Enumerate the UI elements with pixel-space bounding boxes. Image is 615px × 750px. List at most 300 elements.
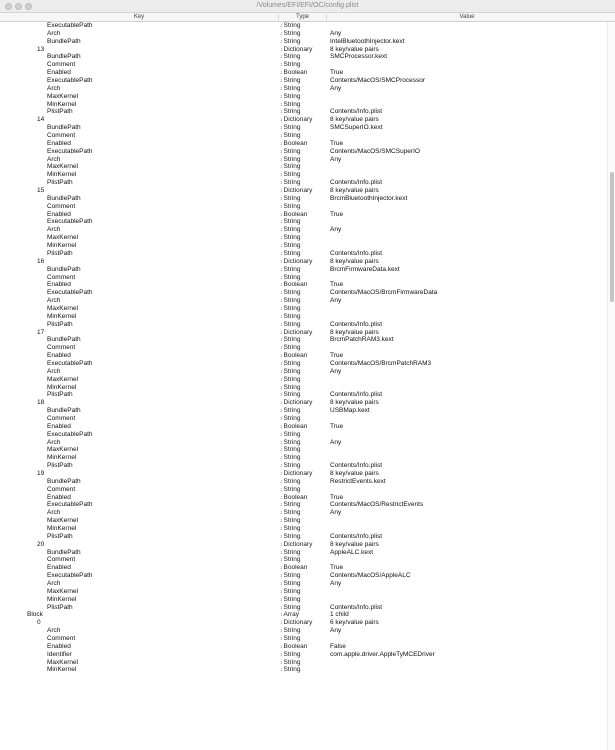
row-type[interactable]: ↕ String xyxy=(280,407,300,416)
row-value[interactable]: Contents/Info.plist xyxy=(330,320,383,328)
row-value[interactable]: BrcmPatchRAM3.kext xyxy=(330,336,394,344)
row-key: MaxKernel xyxy=(47,92,79,100)
row-value[interactable]: IntelBluetoothInjector.kext xyxy=(330,37,405,45)
plist-row[interactable] xyxy=(0,478,607,486)
row-type[interactable]: ↕ String xyxy=(280,289,300,298)
row-type[interactable]: ↕ String xyxy=(280,53,300,62)
row-value[interactable]: True xyxy=(330,69,344,77)
row-type[interactable]: ↕ String xyxy=(280,454,300,463)
row-type[interactable]: ↕ String xyxy=(280,533,300,542)
row-type[interactable]: ↕ Dictionary xyxy=(280,116,312,125)
row-key: Enabled xyxy=(47,642,71,650)
plist-row[interactable] xyxy=(0,368,607,376)
row-type[interactable]: ↕ String xyxy=(280,203,300,212)
row-value[interactable]: Contents/MacOS/BrcmPatchRAM3 xyxy=(330,359,432,367)
row-type[interactable]: ↕ String xyxy=(280,501,300,510)
row-type[interactable]: ↕ String xyxy=(280,336,300,345)
plist-row[interactable] xyxy=(0,53,607,61)
row-type[interactable]: ↕ String xyxy=(280,226,300,235)
row-type[interactable]: ↕ String xyxy=(280,218,300,227)
window-title: /Volumes/EFI/EFI/OC/config.plist xyxy=(256,2,359,9)
row-type[interactable]: ↕ Dictionary xyxy=(280,619,312,628)
row-key: ExecutablePath xyxy=(47,289,93,297)
row-value[interactable]: True xyxy=(330,493,344,501)
plist-row[interactable] xyxy=(0,124,607,132)
plist-row[interactable] xyxy=(0,541,607,549)
row-key: Enabled xyxy=(47,69,71,77)
plist-row[interactable] xyxy=(0,533,607,541)
row-key: BundlePath xyxy=(47,124,81,132)
plist-row[interactable] xyxy=(0,336,607,344)
row-type[interactable]: ↕ String xyxy=(280,163,300,172)
row-type[interactable]: ↕ Boolean xyxy=(280,281,307,290)
row-key: ExecutablePath xyxy=(47,430,93,438)
row-value[interactable]: USBMap.kext xyxy=(330,407,370,415)
plist-row[interactable] xyxy=(0,211,607,219)
plist-row[interactable] xyxy=(0,116,607,124)
row-key: PlistPath xyxy=(47,532,73,540)
row-type[interactable]: ↕ String xyxy=(280,368,300,377)
plist-row[interactable] xyxy=(0,509,607,517)
row-type[interactable]: ↕ String xyxy=(280,344,300,353)
row-key: ExecutablePath xyxy=(47,147,93,155)
row-type[interactable]: ↕ String xyxy=(280,297,300,306)
row-key: PlistPath xyxy=(47,108,73,116)
row-key: Comment xyxy=(47,132,76,140)
row-key: BundlePath xyxy=(47,336,81,344)
row-key: 18 xyxy=(37,399,45,407)
row-key: MinKernel xyxy=(47,666,77,674)
plist-row[interactable] xyxy=(0,140,607,148)
plist-row[interactable] xyxy=(0,572,607,580)
row-key: Arch xyxy=(47,226,61,234)
row-key: Arch xyxy=(47,509,61,517)
row-type[interactable]: ↕ String xyxy=(280,651,300,660)
row-key: Comment xyxy=(47,485,76,493)
row-key: Arch xyxy=(47,580,61,588)
row-type[interactable]: ↕ String xyxy=(280,556,300,565)
plist-row[interactable] xyxy=(0,643,607,651)
row-value[interactable]: BrcmBluetoothInjector.kext xyxy=(330,194,408,202)
row-value[interactable]: Any xyxy=(330,297,342,305)
plist-row[interactable] xyxy=(0,187,607,195)
row-type[interactable]: ↕ Dictionary xyxy=(280,329,312,338)
plist-row[interactable] xyxy=(0,242,607,250)
row-value[interactable]: Any xyxy=(330,580,342,588)
row-key: MinKernel xyxy=(47,312,77,320)
plist-row[interactable] xyxy=(0,148,607,156)
row-value[interactable]: True xyxy=(330,352,344,360)
row-value[interactable]: Any xyxy=(330,367,342,375)
row-type[interactable]: ↕ String xyxy=(280,266,300,275)
plist-row[interactable] xyxy=(0,439,607,447)
row-value[interactable]: True xyxy=(330,139,344,147)
plist-row[interactable] xyxy=(0,525,607,533)
row-type[interactable]: ↕ String xyxy=(280,596,300,605)
row-type[interactable]: ↕ Dictionary xyxy=(280,46,312,55)
plist-row[interactable] xyxy=(0,517,607,525)
row-value[interactable]: Contents/Info.plist xyxy=(330,603,383,611)
plist-row[interactable] xyxy=(0,423,607,431)
row-key: 19 xyxy=(37,469,45,477)
plist-row[interactable] xyxy=(0,171,607,179)
plist-row[interactable] xyxy=(0,651,607,659)
row-type[interactable]: ↕ String xyxy=(280,93,300,102)
plist-row[interactable] xyxy=(0,156,607,164)
row-type[interactable]: ↕ String xyxy=(280,635,300,644)
plist-row[interactable] xyxy=(0,38,607,46)
plist-row[interactable] xyxy=(0,611,607,619)
row-value[interactable]: 8 key/value pairs xyxy=(330,257,379,265)
plist-row[interactable] xyxy=(0,329,607,337)
row-type[interactable]: ↕ Boolean xyxy=(280,140,307,149)
plist-row[interactable] xyxy=(0,619,607,627)
row-key: ExecutablePath xyxy=(47,501,93,509)
plist-row[interactable] xyxy=(0,470,607,478)
row-type[interactable]: ↕ String xyxy=(280,101,300,110)
plist-row[interactable] xyxy=(0,604,607,612)
plist-row[interactable] xyxy=(0,195,607,203)
row-type[interactable]: ↕ Dictionary xyxy=(280,541,312,550)
plist-row[interactable] xyxy=(0,462,607,470)
row-key: PlistPath xyxy=(47,391,73,399)
row-key: ExecutablePath xyxy=(47,77,93,85)
row-value[interactable]: Contents/MacOS/SMCSuperIO xyxy=(330,147,420,155)
column-header-key[interactable]: Key xyxy=(0,14,279,22)
row-value[interactable]: Any xyxy=(330,155,342,163)
row-key: Block xyxy=(27,611,43,619)
row-value[interactable]: com.apple.driver.AppleTyMCEDriver xyxy=(330,650,435,658)
row-type[interactable]: ↕ Boolean xyxy=(280,494,307,503)
plist-row[interactable] xyxy=(0,659,607,667)
row-type[interactable]: ↕ String xyxy=(280,580,300,589)
row-type[interactable]: ↕ String xyxy=(280,77,300,86)
plist-row[interactable] xyxy=(0,415,607,423)
row-key: MaxKernel xyxy=(47,517,79,525)
row-type[interactable]: ↕ String xyxy=(280,525,300,534)
plist-row[interactable] xyxy=(0,258,607,266)
row-value[interactable]: 8 key/value pairs xyxy=(330,328,379,336)
row-type[interactable]: ↕ String xyxy=(280,108,300,117)
title-bar xyxy=(0,0,615,13)
row-type[interactable]: ↕ String xyxy=(280,148,300,157)
row-key: 0 xyxy=(37,619,41,627)
row-key: Comment xyxy=(47,414,76,422)
row-type[interactable]: ↕ Boolean xyxy=(280,69,307,78)
row-value[interactable]: Contents/Info.plist xyxy=(330,532,383,540)
column-header xyxy=(0,13,615,22)
row-value[interactable]: 8 key/value pairs xyxy=(330,469,379,477)
row-value[interactable]: SMCProcessor.kext xyxy=(330,53,388,61)
row-value[interactable]: Any xyxy=(330,627,342,635)
row-value[interactable]: Contents/Info.plist xyxy=(330,179,383,187)
row-key: Identifier xyxy=(47,650,72,658)
row-key: BundlePath xyxy=(47,53,81,61)
column-header-type[interactable]: Type xyxy=(279,14,327,22)
plist-row[interactable] xyxy=(0,289,607,297)
row-type[interactable]: ↕ String xyxy=(280,517,300,526)
row-key: Arch xyxy=(47,29,61,37)
row-type[interactable]: ↕ String xyxy=(280,321,300,330)
row-type[interactable]: ↕ Dictionary xyxy=(280,187,312,196)
row-key: MaxKernel xyxy=(47,375,79,383)
row-type[interactable]: ↕ String xyxy=(280,195,300,204)
row-value[interactable]: True xyxy=(330,564,344,572)
row-type[interactable]: ↕ String xyxy=(280,313,300,322)
plist-row[interactable] xyxy=(0,281,607,289)
row-key: MinKernel xyxy=(47,100,77,108)
row-value[interactable]: Any xyxy=(330,29,342,37)
row-key: Comment xyxy=(47,273,76,281)
row-type[interactable]: ↕ String xyxy=(280,179,300,188)
row-key: 17 xyxy=(37,328,45,336)
plist-row[interactable] xyxy=(0,132,607,140)
row-key: MaxKernel xyxy=(47,587,79,595)
plist-row[interactable] xyxy=(0,666,607,674)
row-type[interactable]: ↕ String xyxy=(280,391,300,400)
row-key: MinKernel xyxy=(47,525,77,532)
row-type[interactable]: ↕ String xyxy=(280,549,300,558)
row-key: ExecutablePath xyxy=(47,218,93,226)
row-key: Arch xyxy=(47,297,61,305)
row-type[interactable]: ↕ Boolean xyxy=(280,352,307,361)
row-type[interactable]: ↕ String xyxy=(280,85,300,94)
row-value[interactable]: Any xyxy=(330,84,342,92)
row-type[interactable]: ↕ String xyxy=(280,22,300,31)
row-key: 14 xyxy=(37,116,45,124)
column-header-value[interactable]: Value xyxy=(459,14,475,20)
plist-row[interactable] xyxy=(0,305,607,313)
row-type[interactable]: ↕ Boolean xyxy=(280,643,307,652)
row-key: PlistPath xyxy=(47,179,73,187)
plist-row[interactable] xyxy=(0,46,607,54)
row-type[interactable]: ↕ Dictionary xyxy=(280,399,312,408)
row-type[interactable]: ↕ String xyxy=(280,415,300,424)
row-type[interactable]: ↕ Boolean xyxy=(280,564,307,573)
row-key: MaxKernel xyxy=(47,234,79,242)
row-key: ExecutablePath xyxy=(47,22,93,29)
plist-row[interactable] xyxy=(0,250,607,258)
row-value[interactable]: 1 child xyxy=(330,611,349,619)
row-key: Enabled xyxy=(47,210,71,218)
row-key: 13 xyxy=(37,45,45,53)
plist-row[interactable] xyxy=(0,352,607,360)
plist-row[interactable] xyxy=(0,391,607,399)
row-key: Arch xyxy=(47,627,61,635)
row-value[interactable]: True xyxy=(330,422,344,430)
row-type[interactable]: ↕ String xyxy=(280,360,300,369)
row-type[interactable]: ↕ String xyxy=(280,250,300,259)
row-key: 16 xyxy=(37,257,45,265)
row-value[interactable]: False xyxy=(330,642,346,650)
row-type[interactable]: ↕ String xyxy=(280,384,300,393)
plist-row[interactable] xyxy=(0,85,607,93)
row-key: Arch xyxy=(47,155,61,163)
plist-row[interactable] xyxy=(0,108,607,116)
row-key: Enabled xyxy=(47,139,71,147)
plist-row[interactable] xyxy=(0,30,607,38)
row-type[interactable]: ↕ String xyxy=(280,446,300,455)
row-type[interactable]: ↕ Dictionary xyxy=(280,258,312,267)
plist-row[interactable] xyxy=(0,501,607,509)
plist-row[interactable] xyxy=(0,564,607,572)
row-value[interactable]: Any xyxy=(330,226,342,234)
row-value[interactable]: Contents/MacOS/AppleALC xyxy=(330,572,411,580)
row-type[interactable]: ↕ Array xyxy=(280,611,299,620)
row-value[interactable]: RestrictEvents.kext xyxy=(330,477,386,485)
plist-row[interactable] xyxy=(0,454,607,462)
plist-row[interactable] xyxy=(0,203,607,211)
row-value[interactable]: Contents/Info.plist xyxy=(330,391,383,399)
row-type[interactable]: ↕ String xyxy=(280,486,300,495)
row-key: Enabled xyxy=(47,281,71,289)
row-value[interactable]: 8 key/value pairs xyxy=(330,45,379,53)
plist-row[interactable] xyxy=(0,627,607,635)
row-type[interactable]: ↕ String xyxy=(280,604,300,613)
row-value[interactable]: Contents/Info.plist xyxy=(330,108,383,116)
plist-row[interactable] xyxy=(0,580,607,588)
row-key: Enabled xyxy=(47,493,71,501)
row-key: MinKernel xyxy=(47,595,77,603)
plist-row[interactable] xyxy=(0,384,607,392)
row-key: Comment xyxy=(47,556,76,564)
plist-row[interactable] xyxy=(0,549,607,557)
row-key: MaxKernel xyxy=(47,658,79,666)
row-type[interactable]: ↕ String xyxy=(280,431,300,440)
row-value[interactable]: True xyxy=(330,210,344,218)
plist-row[interactable] xyxy=(0,344,607,352)
plist-row[interactable] xyxy=(0,321,607,329)
row-key: MinKernel xyxy=(47,383,77,391)
plist-row[interactable] xyxy=(0,635,607,643)
row-type[interactable]: ↕ String xyxy=(280,478,300,487)
row-type[interactable]: ↕ String xyxy=(280,509,300,518)
row-value[interactable]: SMCSuperIO.kext xyxy=(330,124,383,132)
plist-row[interactable] xyxy=(0,494,607,502)
row-type[interactable]: ↕ String xyxy=(280,572,300,581)
row-type[interactable]: ↕ String xyxy=(280,462,300,471)
row-value[interactable]: Contents/MacOS/BrcmFirmwareData xyxy=(330,289,438,297)
row-key: MinKernel xyxy=(47,171,77,179)
plist-row[interactable] xyxy=(0,376,607,384)
row-key: BundlePath xyxy=(47,37,81,45)
plist-row[interactable] xyxy=(0,556,607,564)
row-type[interactable]: ↕ String xyxy=(280,234,300,243)
row-value[interactable]: BrcmFirmwareData.kext xyxy=(330,265,400,273)
row-key: BundlePath xyxy=(47,194,81,202)
row-type[interactable]: ↕ String xyxy=(280,61,300,70)
row-type[interactable]: ↕ String xyxy=(280,156,300,165)
row-key: Arch xyxy=(47,367,61,375)
row-key: MaxKernel xyxy=(47,304,79,312)
plist-row[interactable] xyxy=(0,218,607,226)
scrollbar-thumb[interactable] xyxy=(610,172,614,302)
row-key: ExecutablePath xyxy=(47,572,93,580)
row-type[interactable]: ↕ String xyxy=(280,242,300,251)
row-type[interactable]: ↕ String xyxy=(280,305,300,314)
row-value[interactable]: 8 key/value pairs xyxy=(330,116,379,124)
row-value[interactable]: Any xyxy=(330,438,342,446)
row-value[interactable]: 8 key/value pairs xyxy=(330,187,379,195)
plist-row[interactable] xyxy=(0,22,607,30)
row-key: PlistPath xyxy=(47,462,73,470)
row-value[interactable]: Any xyxy=(330,509,342,517)
row-value[interactable]: Contents/MacOS/RestrictEvents xyxy=(330,501,424,509)
row-key: 15 xyxy=(37,187,45,195)
plist-row[interactable] xyxy=(0,93,607,101)
row-key: Comment xyxy=(47,635,76,643)
row-key: 20 xyxy=(37,540,45,548)
row-type[interactable]: ↕ Dictionary xyxy=(280,470,312,479)
row-type[interactable]: ↕ String xyxy=(280,659,300,668)
row-type[interactable]: ↕ String xyxy=(280,171,300,180)
plist-row[interactable] xyxy=(0,77,607,85)
row-type[interactable]: ↕ String xyxy=(280,38,300,47)
plist-row[interactable] xyxy=(0,179,607,187)
plist-row[interactable] xyxy=(0,431,607,439)
plist-row[interactable] xyxy=(0,596,607,604)
plist-row[interactable] xyxy=(0,266,607,274)
plist-row[interactable] xyxy=(0,226,607,234)
row-key: PlistPath xyxy=(47,603,73,611)
row-value[interactable]: 6 key/value pairs xyxy=(330,619,379,627)
row-key: Enabled xyxy=(47,422,71,430)
row-key: MinKernel xyxy=(47,242,77,250)
plist-row[interactable] xyxy=(0,407,607,415)
row-type[interactable]: ↕ String xyxy=(280,376,300,385)
plist-row[interactable] xyxy=(0,297,607,305)
plist-row[interactable] xyxy=(0,61,607,69)
row-type[interactable]: ↕ String xyxy=(280,627,300,636)
row-type[interactable]: ↕ String xyxy=(280,588,300,597)
row-type[interactable]: ↕ String xyxy=(280,124,300,133)
plist-row[interactable] xyxy=(0,101,607,109)
row-type[interactable]: ↕ Boolean xyxy=(280,423,307,432)
row-type[interactable]: ↕ String xyxy=(280,30,300,39)
row-value[interactable]: True xyxy=(330,281,344,289)
plist-outline xyxy=(0,22,607,674)
plist-row[interactable] xyxy=(0,69,607,77)
vertical-scrollbar[interactable] xyxy=(607,22,615,750)
row-value[interactable]: AppleALC.kext xyxy=(330,548,373,556)
row-value[interactable]: 8 key/value pairs xyxy=(330,540,379,548)
row-key: Enabled xyxy=(47,352,71,360)
row-key: PlistPath xyxy=(47,320,73,328)
row-value[interactable]: 8 key/value pairs xyxy=(330,399,379,407)
plist-row[interactable] xyxy=(0,274,607,282)
row-key: Arch xyxy=(47,438,61,446)
row-key: Comment xyxy=(47,344,76,352)
row-type[interactable]: ↕ Boolean xyxy=(280,211,307,220)
row-key: MaxKernel xyxy=(47,163,79,171)
plist-row[interactable] xyxy=(0,446,607,454)
row-value[interactable]: Contents/MacOS/SMCProcessor xyxy=(330,77,426,85)
row-type[interactable]: ↕ String xyxy=(280,132,300,141)
plist-row[interactable] xyxy=(0,588,607,596)
plist-row[interactable] xyxy=(0,360,607,368)
row-key: BundlePath xyxy=(47,477,81,485)
plist-row[interactable] xyxy=(0,163,607,171)
plist-row[interactable] xyxy=(0,486,607,494)
row-type[interactable]: ↕ String xyxy=(280,439,300,448)
row-type[interactable]: ↕ String xyxy=(280,666,300,675)
plist-row[interactable] xyxy=(0,399,607,407)
row-value[interactable]: Contents/Info.plist xyxy=(330,462,383,470)
plist-row[interactable] xyxy=(0,234,607,242)
row-type[interactable]: ↕ String xyxy=(280,274,300,283)
plist-row[interactable] xyxy=(0,313,607,321)
row-value[interactable]: Contents/Info.plist xyxy=(330,249,383,257)
